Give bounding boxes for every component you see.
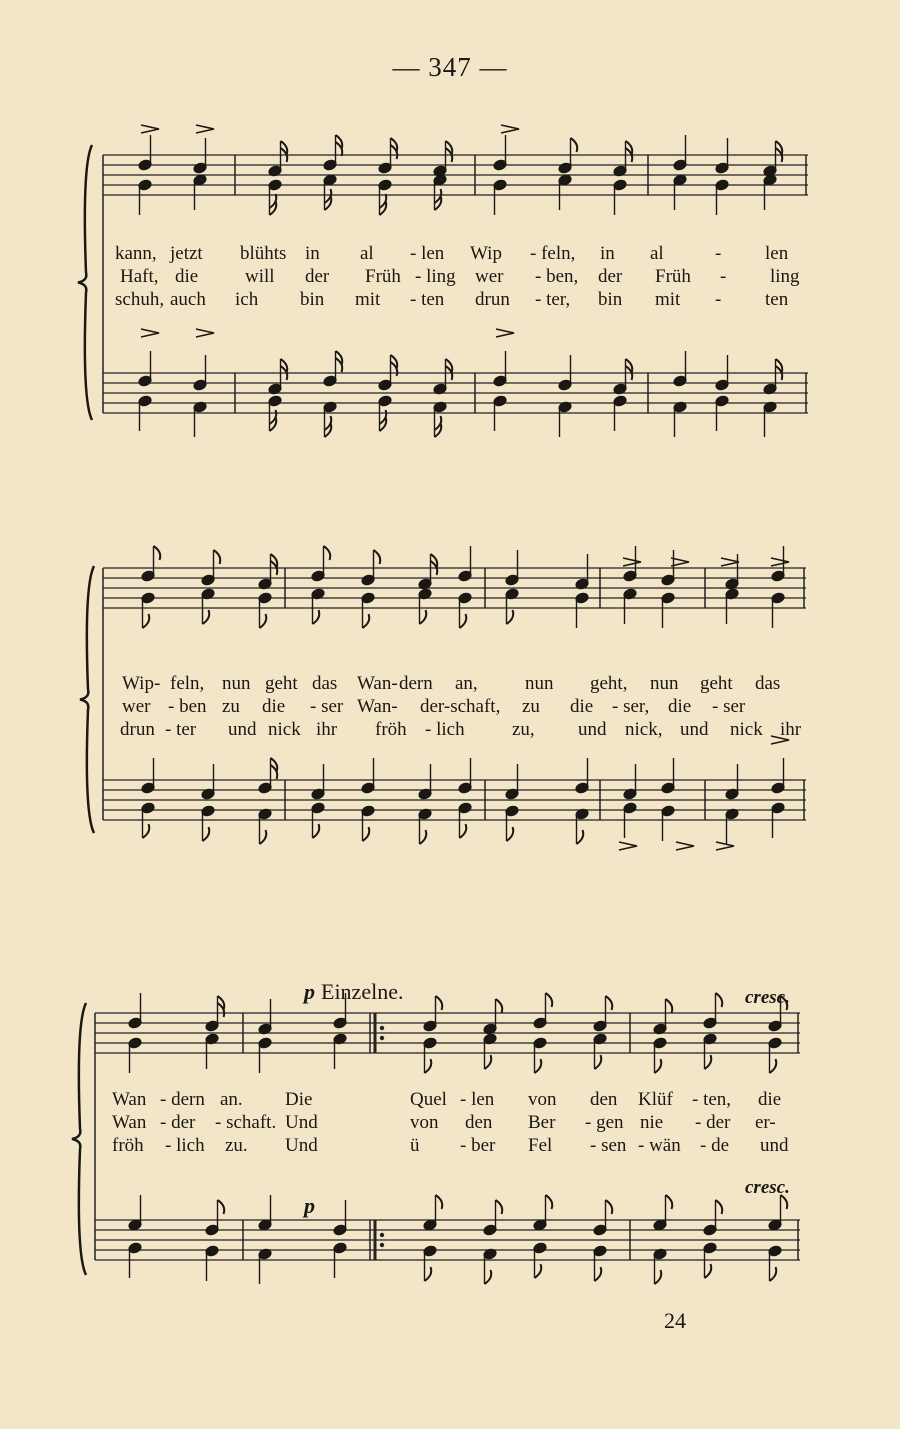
lyric-syllable: will (245, 266, 275, 287)
lyric-syllable: - ten, (692, 1089, 732, 1110)
lyric-syllable: Haft, (120, 266, 159, 287)
note-flag (460, 824, 467, 838)
lyric-syllable: - len (460, 1089, 495, 1110)
lyric-syllable: kann, (115, 243, 157, 264)
lyric-syllable: Klüf (638, 1089, 673, 1110)
lyric-syllable: nie (640, 1112, 664, 1133)
repeat-dot (380, 1036, 384, 1040)
lyric-syllable: die (175, 266, 199, 287)
lyric-syllable: Und (285, 1112, 318, 1133)
note-flag (716, 1200, 723, 1214)
lyric-syllable: bin (300, 289, 325, 310)
note-flag (143, 614, 150, 628)
note-flag (507, 610, 514, 624)
lyric-syllable: zu (222, 696, 240, 717)
lyric-syllable: - de (700, 1135, 730, 1156)
lyric-syllable: Die (285, 1089, 313, 1110)
note-flag (260, 614, 267, 628)
note-flag (214, 550, 221, 564)
note-flag (716, 993, 723, 1007)
lyric-syllable: Wip- (122, 673, 161, 694)
lyric-syllable: - ser, (612, 696, 650, 717)
accent-mark (141, 329, 159, 337)
lyric-syllable: ihr (780, 719, 802, 740)
lyric-syllable: fröh (375, 719, 407, 740)
note-flag (154, 546, 161, 560)
lyric-syllable: Früh (365, 266, 401, 287)
lyric-syllable: drun (120, 719, 155, 740)
lyric-syllable: - schaft. (215, 1112, 277, 1133)
note-flag (666, 1195, 673, 1209)
music-system-3 (0, 975, 900, 1290)
note-flag (420, 610, 427, 624)
lyric-line (0, 266, 900, 288)
lyric-syllable: und (228, 719, 257, 740)
lyric-syllable: nun (222, 673, 251, 694)
lyric-syllable: den (465, 1112, 493, 1133)
note-flag (496, 1200, 503, 1214)
lyric-syllable: Wan- (357, 673, 398, 694)
lyric-syllable: er- (755, 1112, 776, 1133)
lyric-line (0, 289, 900, 311)
note-flag (218, 1200, 225, 1214)
lyric-syllable: Quel (410, 1089, 447, 1110)
lyric-line (0, 1135, 900, 1157)
lyric-syllable: den (590, 1089, 618, 1110)
lyric-syllable: das (312, 673, 338, 694)
lyric-syllable: - ten (410, 289, 445, 310)
lyric-syllable: zu. (225, 1135, 248, 1156)
lyric-syllable: - ser (310, 696, 344, 717)
note-flag (425, 1059, 432, 1073)
lyric-syllable: nick (730, 719, 763, 740)
lyric-syllable: - wän (638, 1135, 681, 1156)
accent-mark (721, 558, 739, 566)
note-flag (666, 999, 673, 1013)
lyric-line (0, 243, 900, 265)
lyric-syllable: - ling (415, 266, 456, 287)
lyric-syllable: - feln, (530, 243, 576, 264)
crescendo-marking: cresc. (745, 987, 790, 1008)
lyric-syllable: - ser (712, 696, 746, 717)
lyric-syllable: Fel (528, 1135, 553, 1156)
lyric-syllable: nun (650, 673, 679, 694)
repeat-dot (380, 1026, 384, 1030)
note-flag (203, 610, 210, 624)
lyric-syllable: von (410, 1112, 439, 1133)
lyric-syllable: ten (765, 289, 789, 310)
accent-mark (196, 329, 214, 337)
lyric-syllable: das (755, 673, 781, 694)
lyric-syllable: - dern (160, 1089, 205, 1110)
note-flag (363, 827, 370, 841)
lyric-syllable: - lich (165, 1135, 205, 1156)
note-flag (535, 1059, 542, 1073)
lyric-syllable: Ber (528, 1112, 556, 1133)
note-flag (363, 614, 370, 628)
lyric-syllable: Früh (655, 266, 691, 287)
note-flag (420, 830, 427, 844)
lyric-syllable: - der (695, 1112, 731, 1133)
lyric-line (0, 1112, 900, 1134)
note-flag (496, 999, 503, 1013)
note-flag (655, 1059, 662, 1073)
accent-mark (141, 125, 159, 133)
accent-mark (496, 329, 514, 337)
lyric-syllable: jetzt (170, 243, 203, 264)
lyric-syllable: - len (410, 243, 445, 264)
accent-mark (619, 842, 637, 850)
lyric-syllable: der (305, 266, 330, 287)
note-flag (203, 827, 210, 841)
lyric-syllable: al (650, 243, 664, 264)
lyric-syllable: Wan (112, 1089, 147, 1110)
lyric-syllable: - sen (590, 1135, 627, 1156)
signature-mark: 24 (664, 1308, 686, 1333)
lyric-line (0, 719, 900, 741)
accent-mark (771, 558, 789, 566)
note-flag (485, 1055, 492, 1069)
lyric-syllable: wer (475, 266, 504, 287)
lyric-line (0, 673, 900, 695)
lyric-syllable: - (720, 266, 727, 287)
note-flag (595, 1055, 602, 1069)
note-flag (546, 1195, 553, 1209)
note-flag (546, 993, 553, 1007)
note-flag (485, 1270, 492, 1284)
lyric-syllable: len (765, 243, 789, 264)
lyric-syllable: geht (700, 673, 733, 694)
dynamic-marking: p (304, 1193, 315, 1218)
note-flag (425, 1267, 432, 1281)
lyric-syllable: drun (475, 289, 510, 310)
lyric-syllable: - ben, (535, 266, 579, 287)
lyric-syllable: ü (410, 1135, 420, 1156)
note-flag (770, 1267, 777, 1281)
repeat-dot (380, 1243, 384, 1247)
lyric-syllable: geht (265, 673, 298, 694)
lyric-syllable: nick, (625, 719, 663, 740)
note-flag (606, 1200, 613, 1214)
lyric-syllable: - gen (585, 1112, 624, 1133)
note-flag (507, 827, 514, 841)
note-flag (705, 1055, 712, 1069)
lyric-syllable: der-schaft, (420, 696, 501, 717)
note-flag (770, 1059, 777, 1073)
lyric-syllable: - ter (165, 719, 197, 740)
note-flag (577, 830, 584, 844)
lyric-syllable: ich (235, 289, 259, 310)
note-flag (655, 1270, 662, 1284)
lyric-syllable: feln, (170, 673, 205, 694)
lyric-syllable: - ben (168, 696, 207, 717)
lyric-syllable: geht, (590, 673, 628, 694)
note-flag (535, 1264, 542, 1278)
music-system-2 (0, 548, 900, 848)
lyric-syllable: von (528, 1089, 557, 1110)
lyric-syllable: und (578, 719, 607, 740)
lyric-syllable: zu, (512, 719, 535, 740)
lyric-syllable: in (600, 243, 615, 264)
lyric-syllable: die (758, 1089, 782, 1110)
note-flag (324, 546, 331, 560)
lyric-line (0, 1089, 900, 1111)
lyric-syllable: fröh (112, 1135, 144, 1156)
lyric-syllable: schuh, (115, 289, 165, 310)
lyric-syllable: mit (355, 289, 381, 310)
lyric-syllable: al (360, 243, 374, 264)
lyric-syllable: blühts (240, 243, 287, 264)
lyric-syllable: Wip (470, 243, 502, 264)
note-flag (313, 610, 320, 624)
note-flag (143, 824, 150, 838)
accent-mark (196, 125, 214, 133)
lyric-syllable: Und (285, 1135, 318, 1156)
lyric-syllable: ling (770, 266, 800, 287)
lyric-syllable: auch (170, 289, 206, 310)
performance-direction: p Einzelne. (304, 979, 404, 1004)
lyric-syllable: - ter, (535, 289, 571, 310)
note-flag (571, 138, 578, 152)
lyric-syllable: die (570, 696, 594, 717)
lyric-syllable: an, (455, 673, 478, 694)
lyric-syllable: und (760, 1135, 789, 1156)
note-flag (595, 1267, 602, 1281)
lyric-syllable: dern (399, 673, 433, 694)
accent-mark (501, 125, 519, 133)
note-flag (374, 550, 381, 564)
accent-mark (623, 558, 641, 566)
lyric-syllable: die (262, 696, 286, 717)
lyric-syllable: - der (160, 1112, 196, 1133)
accent-mark (676, 842, 694, 850)
lyric-line (0, 696, 900, 718)
lyric-syllable: Wan- (357, 696, 398, 717)
lyric-syllable: der (598, 266, 623, 287)
lyric-syllable: in (305, 243, 320, 264)
lyric-syllable: nick (268, 719, 301, 740)
accent-mark (716, 842, 734, 850)
note-flag (436, 1195, 443, 1209)
note-flag (781, 1195, 788, 1209)
lyric-syllable: ihr (316, 719, 338, 740)
lyric-syllable: nun (525, 673, 554, 694)
note-flag (460, 614, 467, 628)
lyric-syllable: Wan (112, 1112, 147, 1133)
note-flag (313, 824, 320, 838)
note-flag (781, 996, 788, 1010)
lyric-syllable: - (715, 289, 722, 310)
lyric-syllable: an. (220, 1089, 243, 1110)
lyric-syllable: wer (122, 696, 151, 717)
lyric-syllable: - ber (460, 1135, 496, 1156)
lyric-syllable: bin (598, 289, 623, 310)
lyric-syllable: - (715, 243, 722, 264)
crescendo-marking: cresc. (745, 1177, 790, 1198)
note-flag (606, 996, 613, 1010)
note-flag (436, 996, 443, 1010)
lyric-syllable: - lich (425, 719, 465, 740)
music-system-1 (0, 110, 900, 440)
lyric-syllable: die (668, 696, 692, 717)
note-flag (705, 1264, 712, 1278)
note-flag (260, 830, 267, 844)
lyric-syllable: und (680, 719, 709, 740)
lyric-syllable: zu (522, 696, 540, 717)
repeat-dot (380, 1233, 384, 1237)
lyric-syllable: mit (655, 289, 681, 310)
page-number: — 347 — (392, 52, 508, 82)
